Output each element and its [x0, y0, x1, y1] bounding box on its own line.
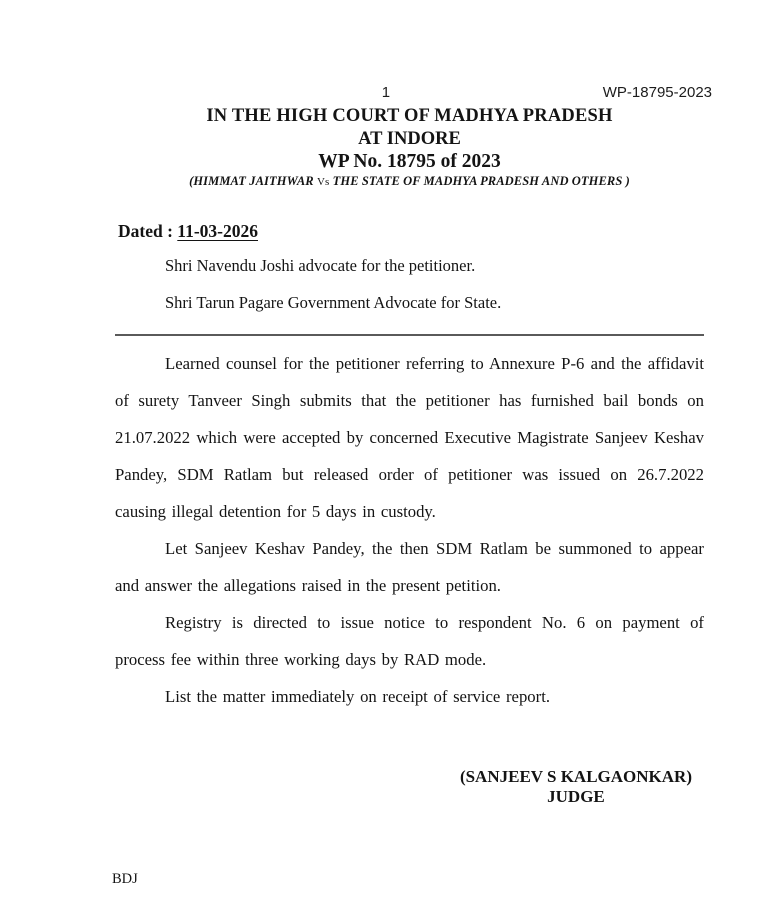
petitioner-advocate-line: Shri Navendu Joshi advocate for the petitioner.	[165, 256, 476, 275]
judge-signature-block	[460, 767, 692, 807]
parties-line	[115, 174, 704, 190]
case-reference: WP-18795-2023	[602, 84, 712, 101]
page-meta-row	[115, 84, 712, 102]
order-paragraph: Registry is directed to issue notice to respondent No. 6 on payment of process fee within three working days by RAD mode.	[115, 613, 704, 669]
order-paragraph: Learned counsel for the petitioner referring to Annexure P-6 and the affidavit of surety Tanveer Singh submits that the petitioner has furnished bail bonds on 21.07.2022 which were accepted by concerned Executive Magistrate Sanjeev Keshav Pandey, SDM Ratlam but released order of petitioner was issued on 26.7.2022 causing illegal detention for 5 days in custody.	[115, 354, 704, 521]
header-separator-line	[115, 334, 704, 336]
parties-respondent: THE STATE OF MADHYA PRADESH AND OTHERS )	[332, 174, 630, 188]
document-header	[115, 105, 704, 190]
judge-title: JUDGE	[547, 787, 605, 806]
state-advocate-line: Shri Tarun Pagare Government Advocate for State.	[165, 293, 502, 312]
order-paragraph: List the matter immediately on receipt of service report.	[165, 687, 551, 706]
parties-petitioner: (HIMMAT JAITHWAR	[189, 174, 314, 188]
dated-label: Dated :	[118, 221, 178, 241]
stenographer-initials: BDJ	[112, 871, 138, 887]
court-bench: AT INDORE	[358, 129, 461, 149]
order-date: 11-03-2026	[177, 221, 258, 241]
judge-name: (SANJEEV S KALGAONKAR)	[459, 767, 692, 786]
dated-line	[115, 221, 704, 242]
parties-versus: Vs	[316, 176, 330, 188]
page-number: 1	[381, 84, 391, 101]
order-paragraph: Let Sanjeev Keshav Pandey, the then SDM Ratlam be summoned to appear and answer the allegations raised in the present petition.	[115, 539, 704, 595]
appearances-section	[115, 247, 704, 321]
order-body	[115, 345, 704, 715]
court-name: IN THE HIGH COURT OF MADHYA PRADESH	[206, 106, 613, 126]
case-number: WP No. 18795 of 2023	[318, 151, 501, 172]
